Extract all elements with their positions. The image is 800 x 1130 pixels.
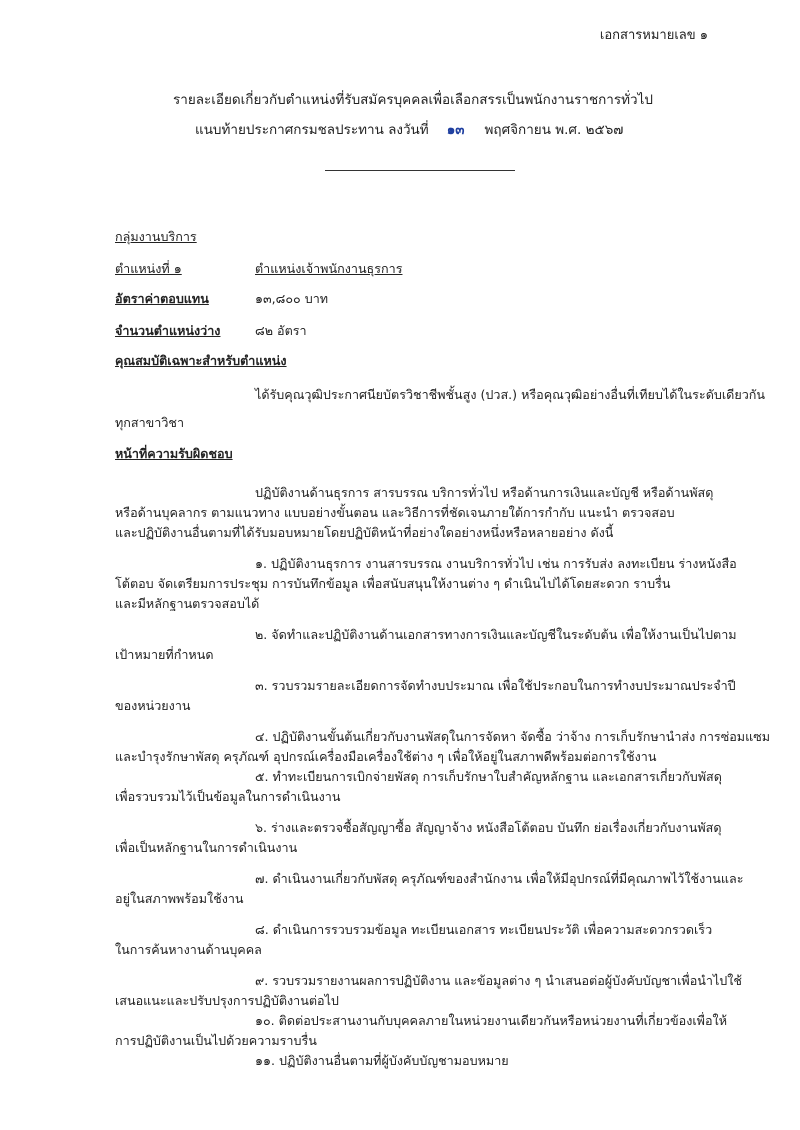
duty-item-cont: ในการค้นหางานด้านบุคคล (115, 942, 262, 957)
duties-body (115, 483, 771, 1071)
duty-item-cont: การปฏิบัติงานเป็นไปด้วยความราบรื่น (115, 1033, 317, 1048)
duty-item: ๑. ปฏิบัติงานธุรการ งานสารบรรณ งานบริการทั่วไป เช่น การรับส่ง ลงทะเบียน ร่างหนังสือ (255, 556, 737, 571)
duty-item-cont: เพื่อรวบรวมไว้เป็นข้อมูลในการดำเนินงาน (115, 789, 341, 804)
duty-item: ๕. ทำทะเบียนการเบิกจ่ายพัสดุ การเก็บรักษาใบสำคัญหลักฐาน และเอกสารเกี่ยวกับพัสดุ (255, 769, 722, 784)
qualifications-line: ได้รับคุณวุฒิประกาศนียบัตรวิชาชีพชั้นสูง (ปวส.) หรือคุณวุฒิอย่างอื่นที่เทียบได้ในระดับเดียวกัน (255, 387, 766, 402)
document-heading: รายละเอียดเกี่ยวกับตำแหน่งที่รับสมัครบุคคลเพื่อเลือกสรรเป็นพนักงานราชการทั่วไป (173, 92, 653, 108)
salary-label: อัตราค่าตอบแทน (115, 291, 209, 306)
duty-item-cont: ของหน่วยงาน (115, 698, 191, 713)
duties-intro-line: หรือด้านบุคลากร ตามแนวทาง แบบอย่างขั้นตอน และวิธีการที่ชัดเจนภายใต้การกำกับ แนะนำ ตรวจสอบ (115, 505, 675, 520)
document-subheading (195, 118, 623, 140)
divider-line (325, 170, 515, 171)
duty-item-cont: และมีหลักฐานตรวจสอบได้ (115, 596, 260, 611)
duty-item: ๖. ร่างและตรวจซื้อสัญญาซื้อ สัญญาจ้าง หนังสือโต้ตอบ บันทึก ย่อเรื่องเกี่ยวกับงานพัสดุ (255, 820, 722, 835)
duty-item-cont: โต้ตอบ จัดเตรียมการประชุม การบันทึกข้อมูล เพื่อสนับสนุนให้งานต่าง ๆ ดำเนินไปได้โดยสะดวก ราบรื่น (115, 576, 671, 591)
duty-item: ๙. รวบรวมรายงานผลการปฏิบัติงาน และข้อมูลต่าง ๆ นำเสนอต่อผู้บังคับบัญชาเพื่อนำไปใช้ (255, 973, 742, 988)
vacancies-label: จำนวนตำแหน่งว่าง (115, 323, 221, 338)
document-number: เอกสารหมายเลข ๑ (599, 28, 708, 43)
vacancies-value: ๘๒ อัตรา (255, 323, 307, 338)
duty-item-cont: เป้าหมายที่กำหนด (115, 647, 214, 662)
position-label: ตำแหน่งที่ ๑ (115, 261, 182, 276)
qualifications-line: ทุกสาขาวิชา (115, 415, 185, 430)
position-value: ตำแหน่งเจ้าพนักงานธุรการ (255, 261, 403, 276)
duty-item: ๘. ดำเนินการรวบรวมข้อมูล ทะเบียนเอกสาร ทะเบียนประวัติ เพื่อความสะดวกรวดเร็ว (255, 922, 713, 937)
qualifications-heading: คุณสมบัติเฉพาะสำหรับตำแหน่ง (115, 353, 287, 368)
subheading-prefix: แนบท้ายประกาศกรมชลประทาน ลงวันที่ (195, 122, 429, 138)
duty-item: ๓. รวบรวมรายละเอียดการจัดทำงบประมาณ เพื่อใช้ประกอบในการทำงบประมาณประจำปี (255, 678, 736, 693)
duty-item: ๒. จัดทำและปฏิบัติงานด้านเอกสารทางการเงินและบัญชีในระดับต้น เพื่อให้งานเป็นไปตาม (255, 627, 737, 642)
duties-intro-line: ปฏิบัติงานด้านธุรการ สารบรรณ บริการทั่วไป หรือด้านการเงินและบัญชี หรือด้านพัสดุ (255, 485, 714, 500)
duty-item-cont: และบำรุงรักษาพัสดุ ครุภัณฑ์ อุปกรณ์เครื่องมือเครื่องใช้ต่าง ๆ เพื่อให้อยู่ในสภาพดีพร้อมต่อการใช้งาน (115, 749, 657, 764)
subheading-suffix: พฤศจิกายน พ.ศ. ๒๕๖๗ (484, 122, 624, 138)
duties-intro-line: และปฏิบัติงานอื่นตามที่ได้รับมอบหมายโดยปฏิบัติหน้าที่อย่างใดอย่างหนึ่งหรือหลายอย่าง ดังนี้ (115, 525, 614, 540)
duty-item: ๗. ดำเนินงานเกี่ยวกับพัสดุ ครุภัณฑ์ของสำนักงาน เพื่อให้มีอุปกรณ์ที่มีคุณภาพไว้ใช้งานและ (255, 871, 744, 886)
duty-item: ๑๐. ติดต่อประสานงานกับบุคคลภายในหน่วยงานเดียวกันหรือหน่วยงานที่เกี่ยวข้องเพื่อให้ (255, 1013, 728, 1028)
duty-item-cont: เสนอแนะและปรับปรุงการปฏิบัติงานต่อไป (115, 993, 339, 1008)
salary-value: ๑๓,๘๐๐ บาท (255, 291, 329, 306)
duty-item: ๑๑. ปฏิบัติงานอื่นตามที่ผู้บังคับบัญชามอบหมาย (255, 1053, 509, 1068)
duties-heading: หน้าที่ความรับผิดชอบ (115, 446, 233, 461)
duty-item-cont: เพื่อเป็นหลักฐานในการดำเนินงาน (115, 840, 298, 855)
duty-item: ๔. ปฏิบัติงานขั้นต้นเกี่ยวกับงานพัสดุในการจัดหา จัดซื้อ ว่าจ้าง การเก็บรักษานำส่ง การซ่อมแซม (255, 729, 771, 744)
work-group-heading: กลุ่มงานบริการ (115, 229, 197, 244)
duty-item-cont: อยู่ในสภาพพร้อมใช้งาน (115, 891, 244, 906)
announcement-day: ๑๓ (446, 122, 465, 138)
